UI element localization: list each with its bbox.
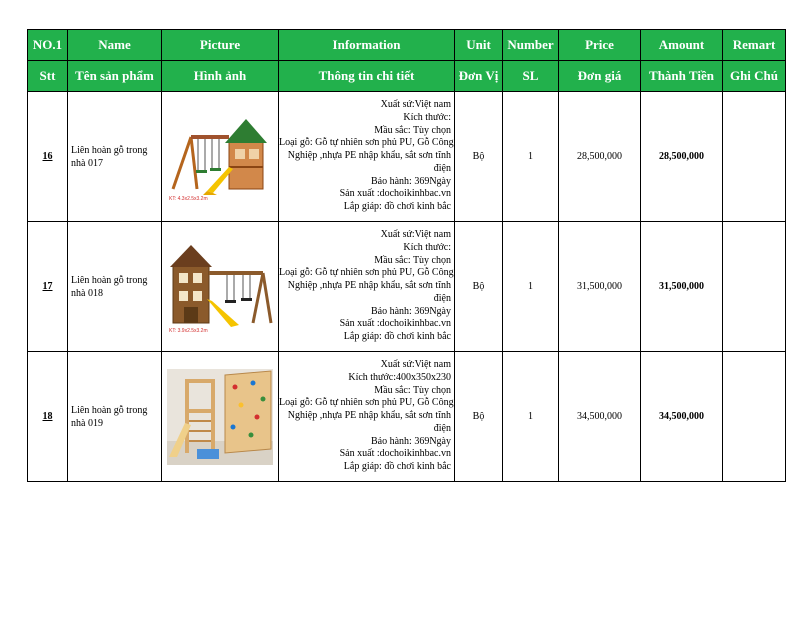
row-stt: 17 bbox=[28, 222, 68, 352]
header-thong-tin: Thông tin chi tiết bbox=[279, 61, 455, 92]
product-quote-table bbox=[27, 29, 786, 482]
header-name: Name bbox=[68, 30, 162, 61]
product-info: Xuất sứ:Việt nam Kích thước: Mầu sắc: Tùy chọn Loại gỗ: Gỗ tự nhiên sơn phủ PU, Gỗ Công Nghiệp ,nhựa PE nhập khẩu, sắt sơn tĩnh điện Bảo hành: 369Ngày Sản xuất :dochoikinhbac.vn Lắp giáp: đồ chơi kinh bắc bbox=[279, 92, 455, 222]
image-caption: KT: 4.3x2.5x3.2m bbox=[169, 195, 208, 202]
amount-cell: 31,500,000 bbox=[641, 222, 723, 352]
header-stt: Stt bbox=[28, 61, 68, 92]
header-remark: Remart bbox=[723, 30, 786, 61]
unit-cell: Bộ bbox=[455, 92, 503, 222]
header-amount: Amount bbox=[641, 30, 723, 61]
playset-image bbox=[167, 111, 273, 203]
qty-cell: 1 bbox=[503, 92, 559, 222]
header-price: Price bbox=[559, 30, 641, 61]
header-don-gia: Đơn giá bbox=[559, 61, 641, 92]
row-stt: 18 bbox=[28, 352, 68, 482]
image-caption: KT: 3.9x2.5x3.2m bbox=[169, 327, 208, 334]
product-picture bbox=[162, 92, 279, 222]
amount-cell: 34,500,000 bbox=[641, 352, 723, 482]
table-row bbox=[28, 222, 786, 352]
product-info: Xuất sứ:Việt nam Kích thước:400x350x230 Mầu sắc: Tùy chọn Loại gỗ: Gỗ tự nhiên sơn phủ PU, Gỗ Công Nghiệp ,nhựa PE nhập khẩu, sắt sơn tĩnh điện Bảo hành: 369Ngày Sản xuất :dochoikinhbac.vn Lắp giáp: đồ chơi kinh bắc bbox=[279, 352, 455, 482]
table-row bbox=[28, 352, 786, 482]
header-sl: SL bbox=[503, 61, 559, 92]
playset-image bbox=[167, 369, 273, 465]
price-cell: 31,500,000 bbox=[559, 222, 641, 352]
qty-cell: 1 bbox=[503, 222, 559, 352]
product-name: Liên hoàn gỗ trong nhà 019 bbox=[68, 352, 162, 482]
header-don-vi: Đơn Vị bbox=[455, 61, 503, 92]
price-cell: 34,500,000 bbox=[559, 352, 641, 482]
header-picture: Picture bbox=[162, 30, 279, 61]
note-cell bbox=[723, 352, 786, 482]
header-ten-san-pham: Tên sản phẩm bbox=[68, 61, 162, 92]
amount-cell: 28,500,000 bbox=[641, 92, 723, 222]
price-cell: 28,500,000 bbox=[559, 92, 641, 222]
playset-image bbox=[167, 239, 273, 335]
note-cell bbox=[723, 222, 786, 352]
product-name: Liên hoàn gỗ trong nhà 018 bbox=[68, 222, 162, 352]
header-row-english bbox=[28, 30, 786, 61]
header-number: Number bbox=[503, 30, 559, 61]
header-ghi-chu: Ghi Chú bbox=[723, 61, 786, 92]
qty-cell: 1 bbox=[503, 352, 559, 482]
header-information: Information bbox=[279, 30, 455, 61]
unit-cell: Bộ bbox=[455, 352, 503, 482]
product-picture bbox=[162, 352, 279, 482]
product-picture bbox=[162, 222, 279, 352]
note-cell bbox=[723, 92, 786, 222]
header-thanh-tien: Thành Tiền bbox=[641, 61, 723, 92]
header-unit: Unit bbox=[455, 30, 503, 61]
table-row bbox=[28, 92, 786, 222]
header-row-vietnamese bbox=[28, 61, 786, 92]
product-name: Liên hoàn gỗ trong nhà 017 bbox=[68, 92, 162, 222]
header-no: NO.1 bbox=[28, 30, 68, 61]
unit-cell: Bộ bbox=[455, 222, 503, 352]
header-hinh-anh: Hình ảnh bbox=[162, 61, 279, 92]
product-info: Xuất sứ:Việt nam Kích thước: Mầu sắc: Tùy chọn Loại gỗ: Gỗ tự nhiên sơn phủ PU, Gỗ Công Nghiệp ,nhựa PE nhập khẩu, sắt sơn tĩnh điện Bảo hành: 369Ngày Sản xuất :dochoikinhbac.vn Lắp giáp: đồ chơi kinh bắc bbox=[279, 222, 455, 352]
row-stt: 16 bbox=[28, 92, 68, 222]
